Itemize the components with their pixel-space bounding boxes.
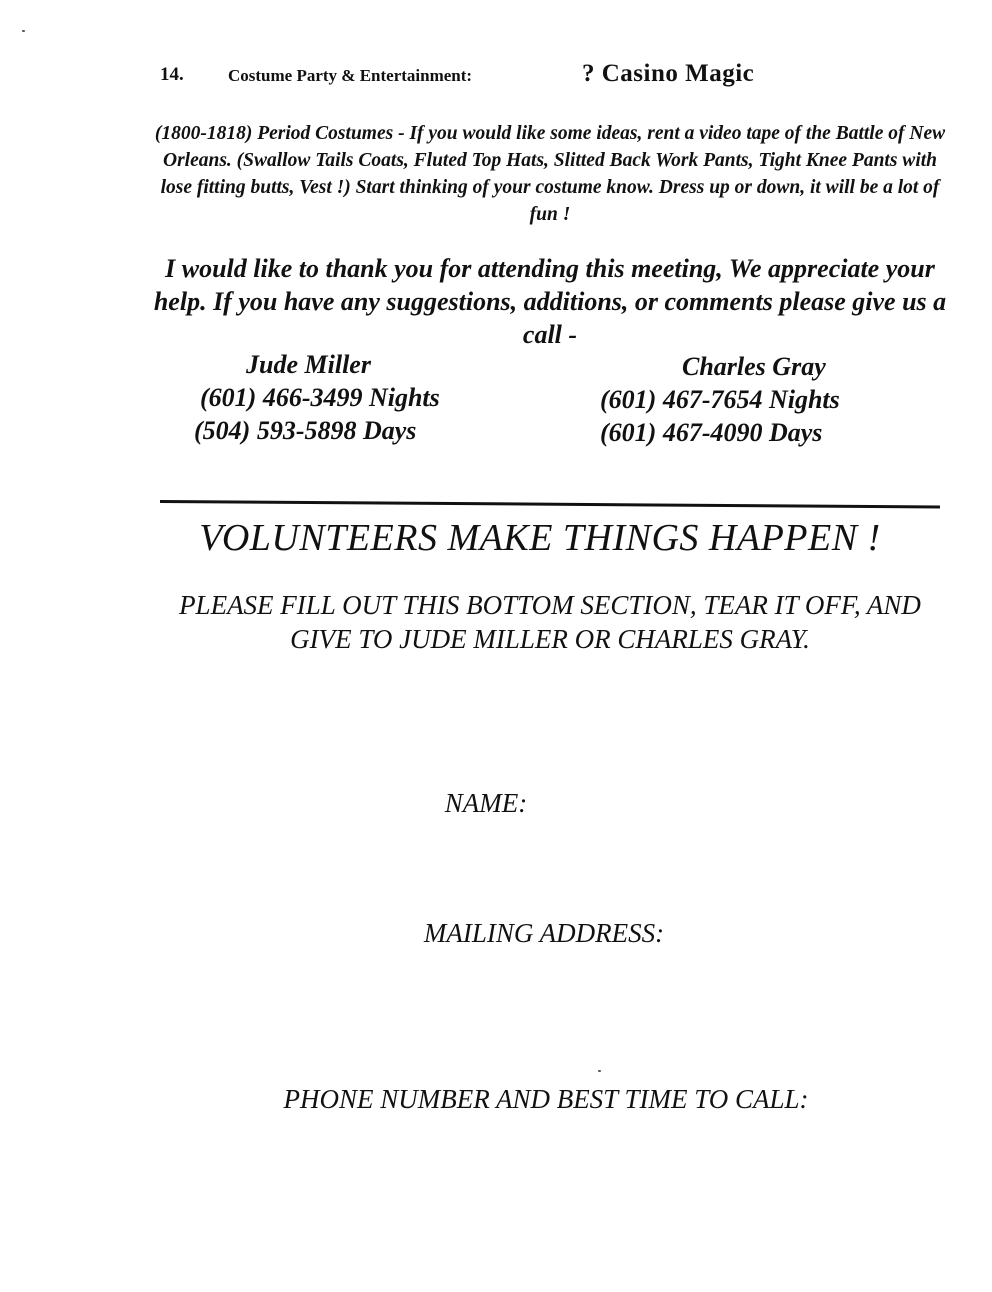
contact-phone-days: (504) 593-5898 Days — [194, 416, 417, 445]
tear-off-instructions: PLEASE FILL OUT THIS BOTTOM SECTION, TEAR IT OFF, AND GIVE TO JUDE MILLER OR CHARLES GRAY. — [179, 590, 921, 654]
tear-off-divider — [160, 500, 940, 508]
costume-note: (1800-1818) Period Costumes - If you would like some ideas, rent a video tape of the Battle of New Orleans. (Swallow Tails Coats, Fluted Top Hats, Slitted Back Work Pants, Tight Knee Pants with lose fitting butts, Vest !) Start thinking of your costume know. Dress up or down, it will be a lot of fun ! — [154, 123, 946, 225]
contact-phone-nights: (601) 467-7654 Nights — [600, 385, 840, 414]
contact-name: Jude Miller — [246, 350, 371, 379]
item-venue: ? Casino Magic — [582, 60, 755, 87]
contact-phone-nights: (601) 466-3499 Nights — [200, 383, 440, 412]
item-number: 14. — [160, 64, 184, 85]
agenda-item-14 — [160, 60, 860, 96]
item-title: Costume Party & Entertainment: — [228, 66, 473, 85]
contact-jude-miller — [194, 348, 520, 447]
volunteer-headline: VOLUNTEERS MAKE THINGS HAPPEN ! — [199, 517, 881, 559]
phone-field-label: PHONE NUMBER AND BEST TIME TO CALL: — [283, 1084, 809, 1114]
contact-charles-gray — [600, 350, 920, 449]
mailing-address-field-label: MAILING ADDRESS: — [423, 918, 665, 948]
thank-you-message: I would like to thank you for attending this meeting, We appreciate your help. If you have any suggestions, additions, or comments please give us a call - — [153, 254, 947, 349]
contact-name: Charles Gray — [682, 352, 826, 381]
contact-phone-days: (601) 467-4090 Days — [600, 418, 823, 447]
name-field-label: NAME: — [444, 788, 528, 818]
scan-speck — [598, 1070, 601, 1072]
scan-speck — [22, 30, 25, 32]
